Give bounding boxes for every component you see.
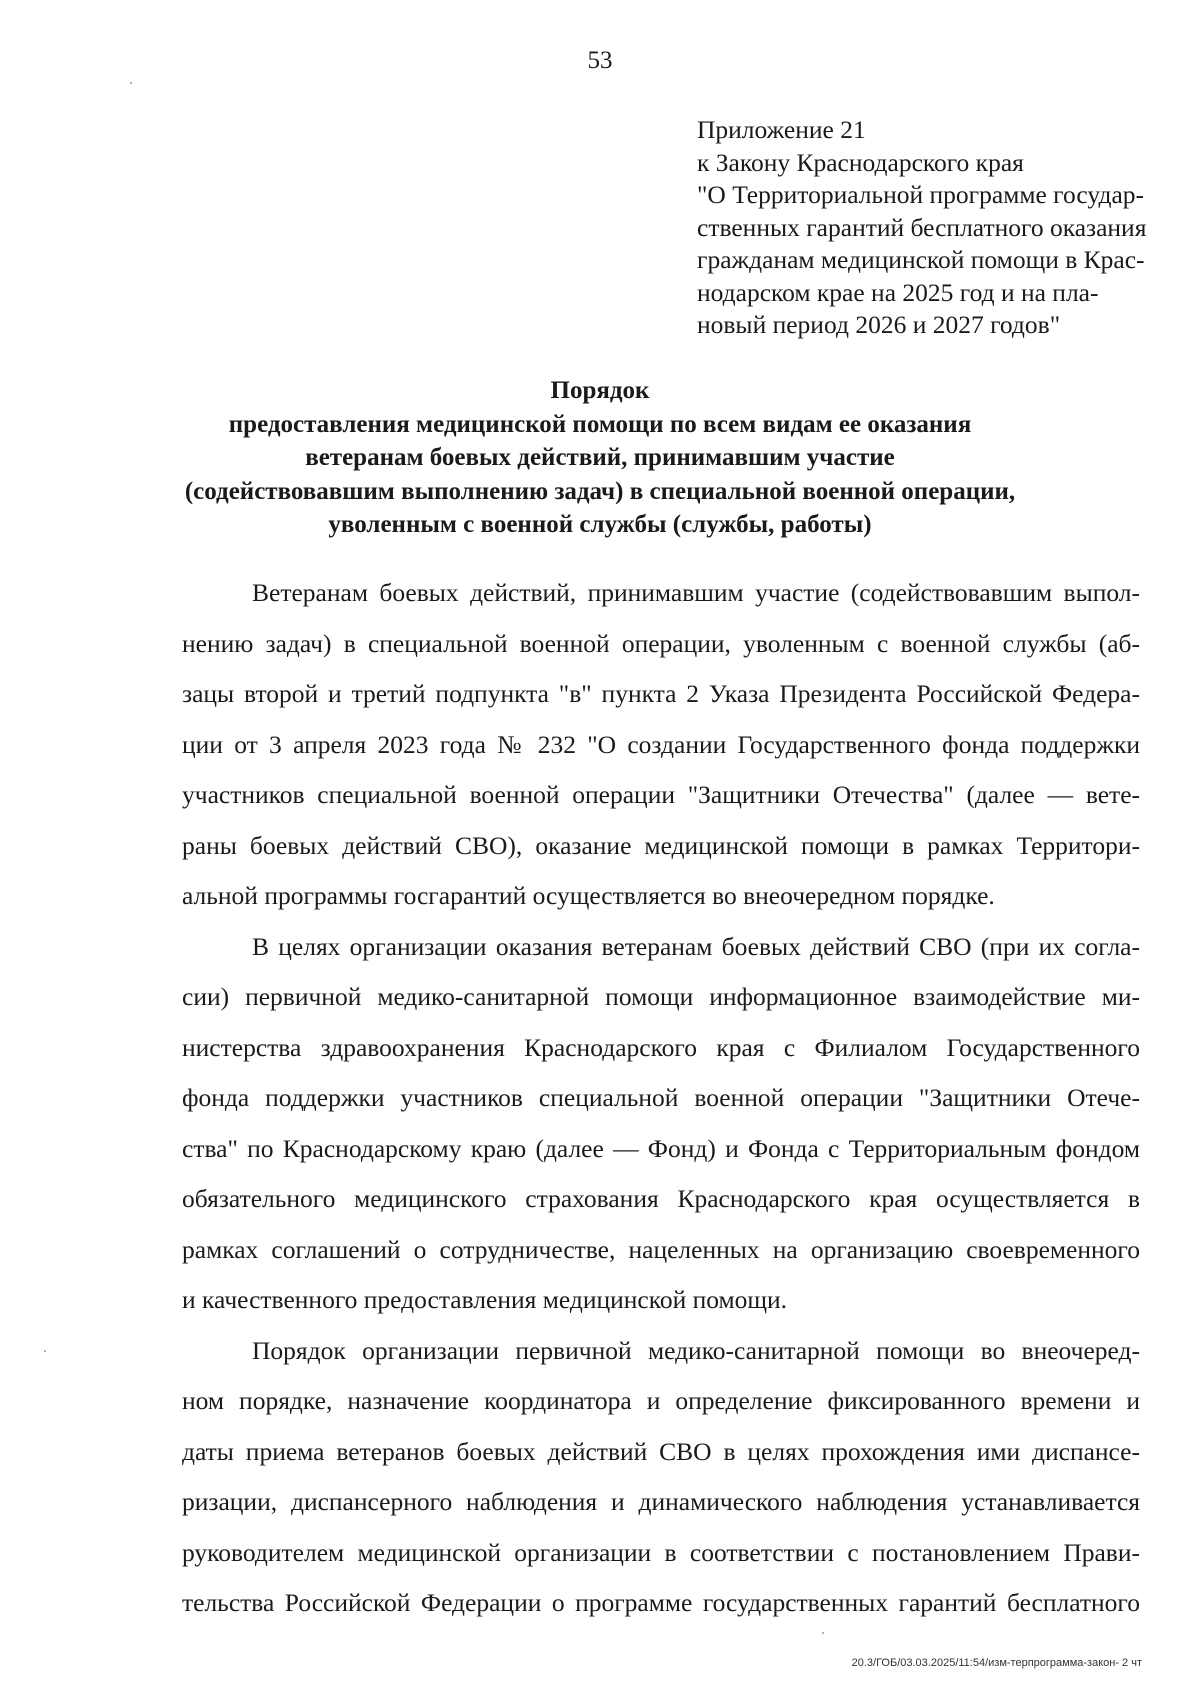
text-line: В целях организации оказания ветеранам боевых действий СВО (при их согла- (252, 931, 1140, 961)
text-line: даты приема ветеранов боевых действий СВО в целях прохождения ими диспансе- (182, 1436, 1140, 1466)
text-line: тельства Российской Федерации о программе государственных гарантий бесплатного (182, 1588, 1140, 1617)
scan-speck (130, 82, 132, 84)
text-line: руководителем медицинской организации в соответствии с постановлением Прави- (182, 1537, 1140, 1567)
appendix-line: гражданам медицинской помощи в Крас- (697, 245, 1145, 274)
text-line: фонда поддержки участников специальной военной операции "Защитники Отече- (182, 1083, 1140, 1112)
title-line: предоставления медицинской помощи по всем видам ее оказания (228, 410, 972, 438)
text-line: раны боевых действий СВО), оказание медицинской помощи в рамках Территори- (182, 830, 1140, 860)
text-line: ства" по Краснодарскому краю (далее — Фонд) и Фонда с Территориальным фондом (182, 1133, 1140, 1163)
text-line: альной программы госгарантий осуществляется во внеочередном порядке. (182, 881, 995, 910)
text-line: Ветеранам боевых действий, принимавшим участие (содействовавшим выпол- (252, 578, 1140, 607)
title-line: (содействовавшим выполнению задач) в специальной военной операции, (184, 477, 1016, 505)
title-line: ветеранам боевых действий, принимавшим участие (305, 444, 895, 471)
text-line: участников специальной военной операции "Защитники Отечества" (далее — вете- (182, 780, 1140, 809)
footer-document-code: 20.3/ГОБ/03.03.2025/11:54/изм-терпрограмма-закон- 2 чт (851, 1657, 1142, 1669)
text-line: сии) первичной медико-санитарной помощи информационное взаимодействие ми- (182, 982, 1140, 1011)
text-line: Порядок организации первичной медико-санитарной помощи во внеочеред- (252, 1335, 1140, 1365)
text-line: ризации, диспансерного наблюдения и динамического наблюдения устанавливается (182, 1487, 1140, 1516)
appendix-line: нодарском крае на 2025 год и на пла- (697, 277, 1099, 307)
text-line: зацы второй и третий подпункта "в" пункта 2 Указа Президента Российской Федера- (182, 679, 1140, 708)
scan-speck (44, 1350, 46, 1352)
appendix-line: Приложение 21 (697, 115, 866, 144)
text-line: ном порядке, назначение координатора и определение фиксированного времени и (182, 1386, 1140, 1415)
body-text (182, 568, 1140, 1629)
appendix-line: к Закону Краснодарского края (697, 147, 1024, 177)
title-line: Порядок (550, 377, 650, 404)
paragraph-2 (182, 922, 1140, 1326)
title-line: уволенным с военной службы (службы, работы) (328, 511, 872, 538)
appendix-header (697, 114, 1147, 342)
text-line: обязательного медицинского страхования Краснодарского края осуществляется в (182, 1184, 1140, 1213)
page-number: 53 (587, 47, 613, 74)
text-line: нистерства здравоохранения Краснодарского края с Филиалом Государственного (182, 1032, 1140, 1062)
appendix-line: ственных гарантий бесплатного оказания (697, 212, 1147, 242)
appendix-line: "О Территориальной программе государ- (697, 180, 1145, 209)
text-line: рамках соглашений о сотрудничестве, нацеленных на организацию своевременного (182, 1234, 1140, 1264)
text-line: ции от 3 апреля 2023 года № 232 "О создании Государственного фонда поддержки (182, 729, 1140, 759)
text-line: нению задач) в специальной военной операции, уволенным с военной службы (аб- (182, 628, 1140, 658)
text-line: и качественного предоставления медицинской помощи. (182, 1285, 788, 1314)
paragraph-3 (182, 1326, 1140, 1629)
document-title (150, 374, 1050, 542)
paragraph-1 (182, 568, 1140, 922)
scan-speck (822, 1632, 824, 1634)
appendix-line: новый период 2026 и 2027 годов" (697, 310, 1061, 339)
